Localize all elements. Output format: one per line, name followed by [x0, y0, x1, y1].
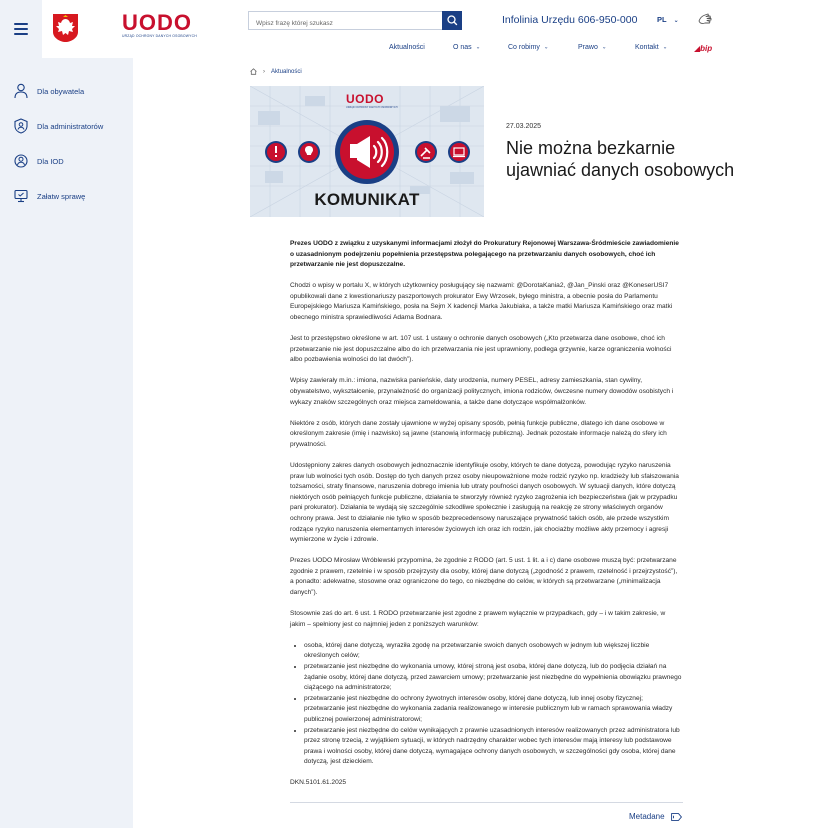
breadcrumb-current[interactable]: Aktualności [271, 68, 302, 75]
sidebar-item-dla-obywatela[interactable] [14, 81, 84, 101]
sidebar-item-label: Dla obywatela [37, 86, 85, 96]
menu-cell [0, 0, 42, 58]
search-icon [442, 11, 462, 30]
hero-logo-subtitle: URZĄD OCHRONY DANYCH OSOBOWYCH [346, 106, 398, 109]
helpline-text[interactable]: Infolinia Urzędu 606-950-000 [502, 14, 638, 26]
article-paragraph: Jest to przestępstwo określone w art. 107 ust. 1 ustawy o ochronie danych osobowych („Kto przetwarza dane osobowe, choć ich przetwarzanie nie jest dopuszczalne albo do ich przetwarzania nie jest uprawniony, podlega grzywnie, karze ograniczenia wolności albo pozbawienia wolności do lat dwóch”). [290, 335, 672, 364]
hamburger-menu-icon[interactable] [14, 23, 28, 34]
chevron-down-icon: ⌄ [673, 18, 679, 24]
tag-icon [671, 813, 682, 821]
metadane-label: Metadane [629, 812, 665, 821]
nav-item-label: Co robimy [508, 44, 540, 51]
nav-item-label: Aktualności [389, 44, 425, 51]
chevron-right-icon: › [263, 68, 265, 75]
logo-word: UODO [122, 10, 192, 35]
sidebar-item-dla-iod[interactable] [14, 151, 64, 171]
article-hero-image [250, 86, 484, 217]
hero-caption: KOMUNIKAT [314, 190, 420, 209]
logo-subtitle: URZĄD OCHRONY DANYCH OSOBOWYCH [122, 34, 197, 38]
language-selector[interactable] [657, 15, 679, 24]
list-item: • przetwarzanie jest niezbędne do ochrony żywotnych interesów osoby, której dane dotyczą, lub innej osoby fizycznej; przetwarzanie jest niezbędne do wykonania zadania realizowanego w interesie publicznym lub w ramach sprawowania władzy publicznej powierzonej administratorowi; [304, 694, 682, 726]
article-paragraph: Niektóre z osób, których dane zostały ujawnione w wyżej opisany sposób, pełnią funkcje publiczne, dlatego ich dane osobowe w określonym zakresie (imię i nazwisko) są jawne (stanowią informację publiczną). Jednak pozostałe informacje należą do sfery ich prywatności. [290, 419, 667, 448]
list-item: • przetwarzanie jest niezbędne do wykonania umowy, której stroną jest osoba, której dane dotyczą, lub do podjęcia działań na żądanie osoby, której dane dotyczą, przed zawarciem umowy; przetwarzanie jest niezbędne do wypełnienia obowiązku prawnego ciążącego na administratorze; [304, 662, 682, 694]
top-header [0, 0, 840, 58]
language-label: PL [657, 15, 667, 24]
home-icon[interactable] [250, 68, 257, 75]
uodo-logo[interactable] [122, 10, 197, 42]
list-item: • przetwarzanie jest niezbędne do celów wynikających z prawnie uzasadnionych interesów realizowanych przez administratora lub przez stronę trzecią, z wyjątkiem sytuacji, w których nadrzędny charakter wobec tych interesów mają interesy lub podstawowe prawa i wolności osoby, której dane dotyczą, wymagające ochrony danych osobowych, w szczególności gdy osoba, której dane dotyczą, jest dzieckiem. [304, 726, 682, 768]
search-input[interactable] [249, 15, 439, 32]
bip-link[interactable]: ◢bip [694, 44, 713, 53]
article-reference: DKN.5101.61.2025 [290, 779, 347, 787]
sidebar-item-dla-administratorow[interactable] [14, 116, 103, 136]
sidebar-item-zalatw-sprawe[interactable] [14, 186, 85, 206]
conditions-list [304, 641, 682, 768]
metadane-toggle[interactable] [629, 812, 682, 821]
sidebar-item-label: Dla IOD [37, 156, 64, 166]
nav-item-label: O nas [453, 44, 472, 51]
article-body [290, 239, 682, 800]
sidebar-item-label: Dla administratorów [37, 121, 104, 131]
nav-item-co-robimy[interactable] [508, 44, 549, 51]
hero-logo-word: UODO [346, 92, 384, 106]
nav-item-kontakt[interactable] [635, 44, 667, 51]
shield-person-icon [14, 118, 28, 134]
person-icon [14, 83, 28, 99]
article-date: 27.03.2025 [506, 123, 542, 130]
sign-language-icon[interactable] [697, 12, 714, 26]
bip-label: bip [700, 44, 713, 53]
article-title: Nie można bezkarnie ujawniać danych osobowych [506, 138, 735, 180]
nav-item-prawo[interactable] [578, 44, 606, 51]
nav-item-aktualnosci[interactable] [389, 44, 425, 51]
breadcrumb [250, 68, 302, 75]
search-button[interactable] [442, 11, 462, 30]
article-paragraph: Wpisy zawierały m.in.: imiona, nazwiska panieńskie, daty urodzenia, numery PESEL, adresy zamieszkania, stan cywilny, obywatelstwo, wykształcenie, przynależność do organizacji politycznych, imiona rodziców, ówczesne numery dowodów osobistych i wykazy znaków szczególnych oraz miejsca zameldowania, a także dane dotyczące współmałżonków. [290, 377, 674, 406]
polish-emblem-icon [52, 13, 79, 43]
sidebar [0, 58, 133, 828]
article-paragraph: Chodzi o wpisy w portalu X, w których użytkownicy posługujący się nazwami: @DorotaKania2, @Jan_Pinski oraz @KoneserUSI7 opublikowali dane z kwestionariuszy paszportowych prokurator Ewy Wrzosek, byłego ministra, a obecnie posła do Parlamentu Europejskiego Mariusza Kamińskiego, posła na Sejm X kadencji Marka Jakubiaka, a także matki Mariusza Kamińskiego oraz matki obecnego ministra sprawiedliwości Adama Bodnara. [290, 282, 673, 322]
footer-divider [290, 802, 683, 803]
chevron-down-icon: ⌄ [475, 44, 481, 51]
computer-icon [14, 188, 28, 204]
chevron-down-icon: ⌄ [601, 44, 607, 51]
search-box [248, 11, 462, 30]
hero-logo [346, 92, 398, 109]
chevron-down-icon: ⌄ [543, 44, 549, 51]
list-item: • osoba, której dane dotyczą, wyraziła zgodę na przetwarzanie swoich danych osobowych w jednym lub większej liczbie określonych celów; [304, 641, 682, 662]
nav-item-label: Prawo [578, 44, 598, 51]
person-circle-icon [14, 153, 28, 169]
article-lead: Prezes UODO z związku z uzyskanymi informacjami złożył do Prokuratury Rejonowej Warszawa-Śródmieście zawiadomienie o uzasadnionym podejrzeniu popełnienia przestępstwa polegającego na przetwarzaniu danych osobowych, choć ich przetwarzanie nie jest dopuszczalne. [290, 240, 679, 269]
article-paragraph: Stosownie zaś do art. 6 ust. 1 RODO przetwarzanie jest zgodne z prawem wyłącznie w przypadkach, gdy – i w takim zakresie, w jakim – spełniony jest co najmniej jeden z poniższych warunków: [290, 610, 666, 628]
nav-item-o-nas[interactable] [453, 44, 480, 51]
chevron-down-icon: ⌄ [662, 44, 668, 51]
sidebar-item-label: Załatw sprawę [37, 191, 86, 201]
article-paragraph: Udostępniony zakres danych osobowych jednoznacznie identyfikuje osoby, których te dane dotyczą, powodując ryzyko naruszenia praw lub wolności tych osób. Dostęp do tych danych przez osoby nieupoważnione może rodzić ryzyko np. kradzieży lub sfałszowania tożsamości, straty finansowe, naruszenia dobrego imienia lub utraty poufności danych osobowych. W sytuacji danych, które dotyczą niektórych osób pełniących funkcje publiczne, działania te stworzyły również ryzyko zagrożenia ich bezpieczeństwa (jak w przypadku pani prokurator). Działania te wydają się szczególnie szkodliwe społecznie i zasługują na reakcję ze strony właściwych organów ochrony prawa. Jest to działanie nie tylko w sposób bezprecedensowy naruszające prywatność takich osób, ale przede wszystkim rodzące ryzyko naruszenia elementarnych interesów życiowych ich oraz ich rodzin, jak chociażby możliwe akty przemocy i agresji wymierzone w życie i zdrowie. [290, 462, 679, 544]
nav-item-label: Kontakt [635, 44, 659, 51]
article-paragraph: Prezes UODO Mirosław Wróblewski przypomina, że zgodnie z RODO (art. 5 ust. 1 lit. a i c) dane osobowe muszą być: przetwarzane zgodnie z prawem, rzetelnie i w sposób przejrzysty dla osoby, której dane dotyczą („zgodność z prawem, rzetelność i przejrzystość”), a ponadto: adekwatne, stosowne oraz ograniczone do tego, co niezbędne do celów, w których są przetwarzane („minimalizacja danych”). [290, 557, 678, 597]
